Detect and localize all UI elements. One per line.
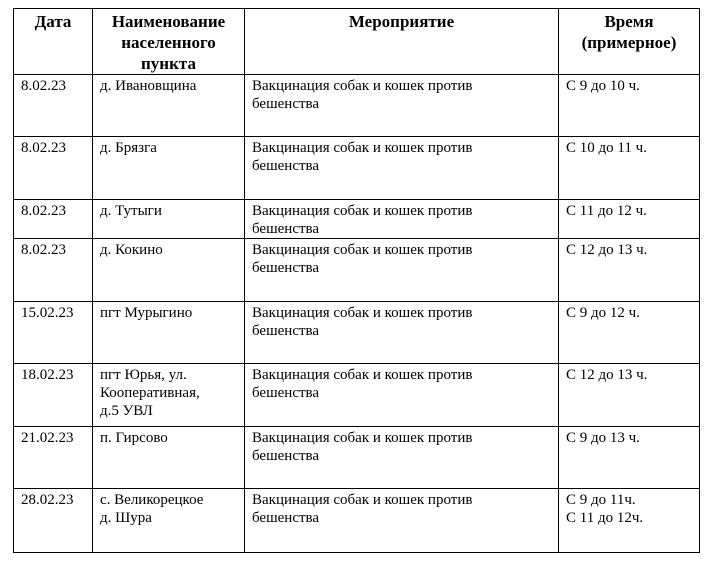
cell-date: 8.02.23: [14, 137, 93, 200]
table-row: [14, 427, 700, 489]
table-row: [14, 239, 700, 302]
cell-time: С 12 до 13 ч.: [559, 364, 700, 427]
header-time: [559, 9, 700, 75]
cell-event: Вакцинация собак и кошек против бешенства: [245, 200, 559, 239]
cell-event: Вакцинация собак и кошек против бешенства: [245, 427, 559, 489]
cell-time: С 9 до 12 ч.: [559, 302, 700, 364]
cell-place: п. Гирсово: [93, 427, 245, 489]
cell-place: д. Ивановщина: [93, 75, 245, 137]
cell-place: пгт Юрья, ул. Кооперативная, д.5 УВЛ: [93, 364, 245, 427]
table-row: [14, 489, 700, 553]
header-time-line: (примерное): [581, 33, 677, 52]
header-row: [14, 9, 700, 75]
cell-date: 28.02.23: [14, 489, 93, 553]
cell-time: С 9 до 10 ч.: [559, 75, 700, 137]
header-time-line: Время: [604, 12, 654, 31]
table-row: [14, 364, 700, 427]
header-place-line: пункта: [141, 54, 196, 73]
cell-date: 18.02.23: [14, 364, 93, 427]
cell-time: С 9 до 11ч. С 11 до 12ч.: [559, 489, 700, 553]
cell-event: Вакцинация собак и кошек против бешенства: [245, 302, 559, 364]
cell-time: С 12 до 13 ч.: [559, 239, 700, 302]
vaccination-schedule-table: [13, 8, 700, 553]
schedule-document: [13, 8, 700, 553]
table-row: [14, 75, 700, 137]
cell-place: д. Тутыги: [93, 200, 245, 239]
header-place-line: населенного: [121, 33, 216, 52]
table-row: [14, 302, 700, 364]
cell-date: 15.02.23: [14, 302, 93, 364]
cell-place: д. Кокино: [93, 239, 245, 302]
header-place-line: Наименование: [111, 12, 226, 31]
cell-event: Вакцинация собак и кошек против бешенства: [245, 137, 559, 200]
cell-event: Вакцинация собак и кошек против бешенства: [245, 75, 559, 137]
table-row: [14, 200, 700, 239]
table-row: [14, 137, 700, 200]
cell-time: С 9 до 13 ч.: [559, 427, 700, 489]
cell-time: С 11 до 12 ч.: [559, 200, 700, 239]
header-place: [93, 9, 245, 75]
cell-event: Вакцинация собак и кошек против бешенства: [245, 364, 559, 427]
cell-time: С 10 до 11 ч.: [559, 137, 700, 200]
cell-date: 21.02.23: [14, 427, 93, 489]
header-event: Мероприятие: [245, 9, 559, 75]
cell-place: д. Брязга: [93, 137, 245, 200]
cell-event: Вакцинация собак и кошек против бешенства: [245, 239, 559, 302]
cell-date: 8.02.23: [14, 200, 93, 239]
cell-date: 8.02.23: [14, 239, 93, 302]
header-date: Дата: [14, 9, 93, 75]
cell-date: 8.02.23: [14, 75, 93, 137]
cell-place: с. Великорецкое д. Шура: [93, 489, 245, 553]
cell-place: пгт Мурыгино: [93, 302, 245, 364]
cell-event: Вакцинация собак и кошек против бешенства: [245, 489, 559, 553]
